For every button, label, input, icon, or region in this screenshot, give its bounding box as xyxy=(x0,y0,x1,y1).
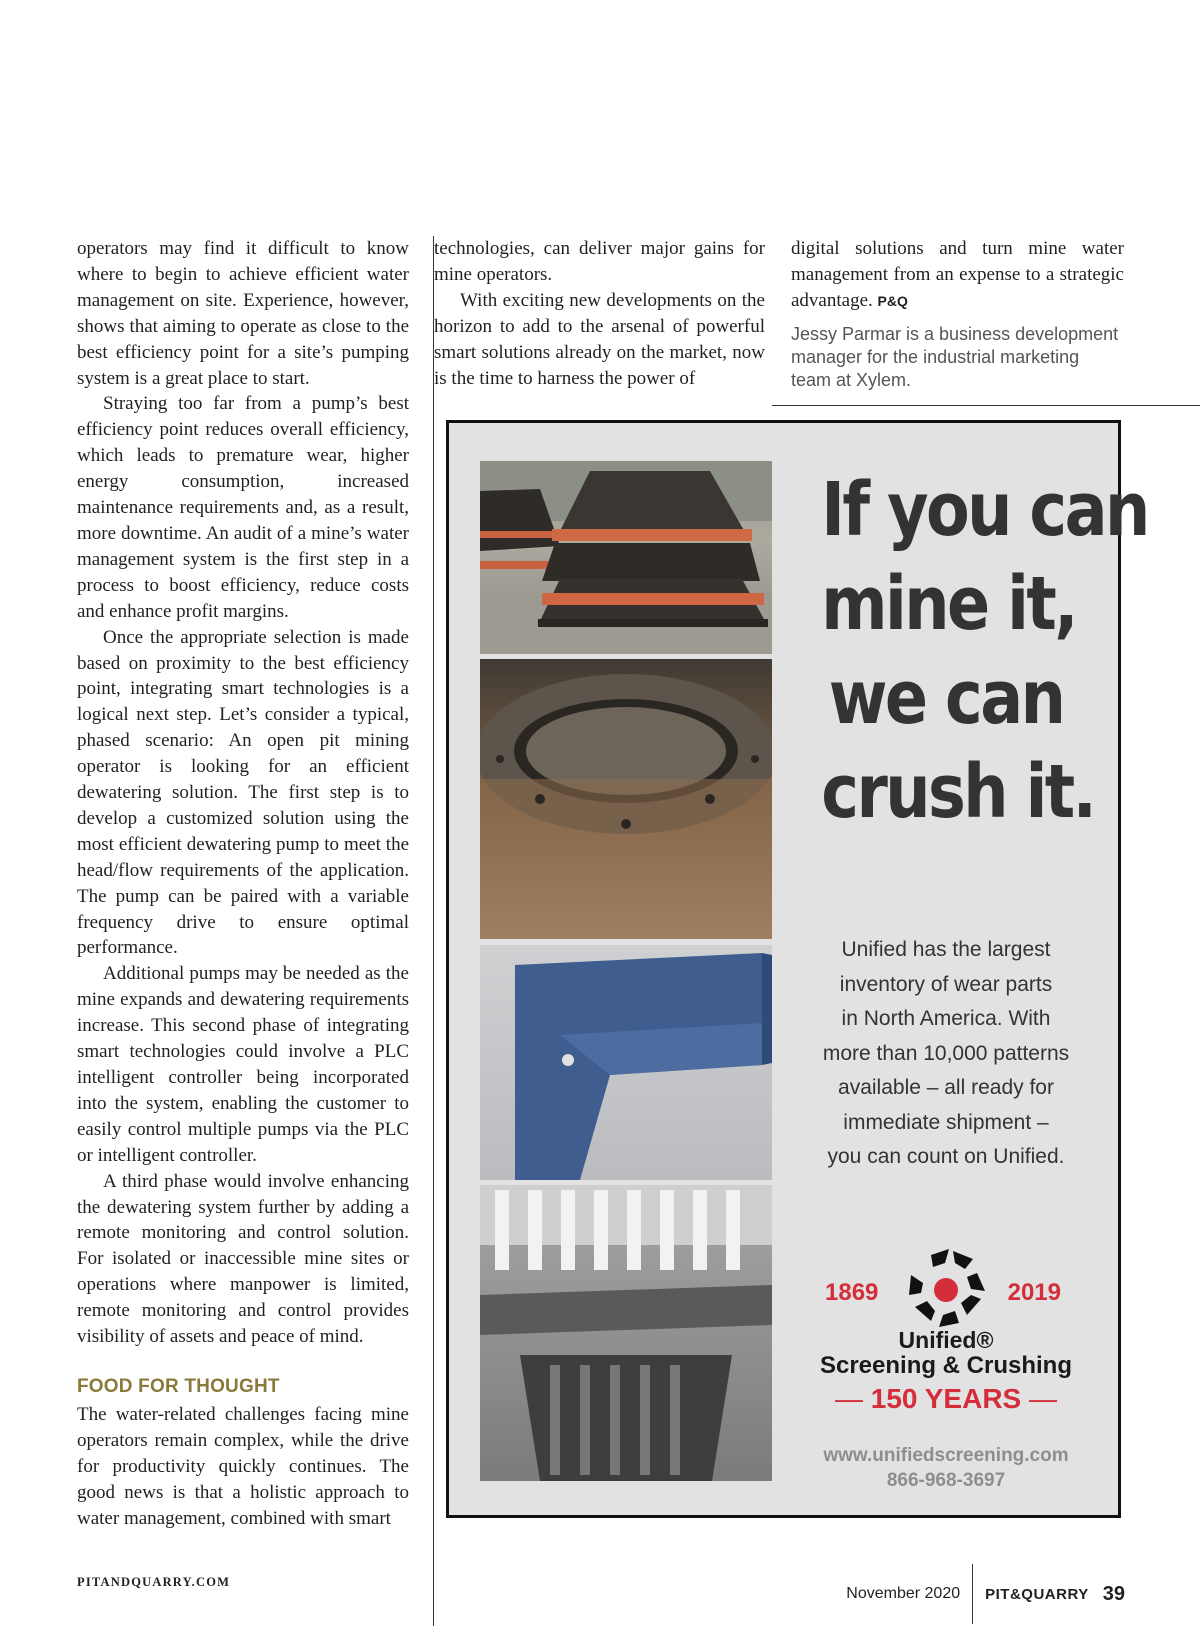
anniversary-year: 2019 xyxy=(1007,1279,1061,1306)
paragraph: A third phase would involve enhancing the dewatering system further by adding a remote monitoring and control solution. For isolated or inaccessible mine sites or operations where manpower is limited, remote monitoring and control provides visibility of assets and peace of mind. xyxy=(77,1170,409,1348)
anniversary-text: 150 YEARS xyxy=(870,1383,1022,1414)
headline-line: If you can xyxy=(821,467,1148,553)
brand-line: Unified® xyxy=(898,1327,994,1353)
footer-website: PITANDQUARRY.COM xyxy=(77,1575,231,1589)
paragraph xyxy=(791,236,1124,315)
brand-line: Screening & Crushing xyxy=(819,1352,1073,1379)
ad-body-line: in North America. With xyxy=(841,1007,1051,1030)
unified-emblem-icon xyxy=(901,1245,991,1335)
ad-body-line: more than 10,000 patterns xyxy=(822,1041,1070,1065)
phone-number: 866-968-3697 xyxy=(886,1470,1006,1491)
paragraph: With exciting new developments on the horizon to add to the arsenal of powerful smart solutions already on the market, now is the time to harness the power of xyxy=(434,289,765,389)
paragraph: Additional pumps may be needed as the mine expands and dewatering requirements increase. This second phase of integrating smart technologies could involve a PLC intelligent controller being incorporated into the system, enabling the customer to easily control multiple pumps via the PLC or intelligent controller. xyxy=(77,963,409,1166)
founding-year: 1869 xyxy=(825,1279,879,1306)
paragraph: technologies, can deliver major gains for mine operators. xyxy=(434,238,765,285)
contact-info xyxy=(801,1443,1091,1493)
ad-body-line: you can count on Unified. xyxy=(827,1145,1065,1168)
ad-top-rule xyxy=(772,405,1200,406)
ad-body-line: available – all ready for xyxy=(838,1076,1054,1099)
headline-line: mine it, xyxy=(821,561,1076,647)
page-number: 39 xyxy=(1102,1582,1125,1605)
section-subhead: FOOD FOR THOUGHT xyxy=(77,1375,280,1397)
ad-body-line: immediate shipment – xyxy=(843,1110,1049,1134)
website-link[interactable]: www.unifiedscreening.com xyxy=(823,1445,1069,1466)
paragraph: operators may find it difficult to know where to begin to achieve efficient water management on site. Experience, however, shows that aiming to operate as close to the best efficiency point for a site’s pumping system is a great place to start. xyxy=(77,238,409,389)
article-column-1 xyxy=(77,236,409,1531)
blow-bar-photo xyxy=(480,945,772,1180)
headline-line: we can xyxy=(828,655,1064,741)
ad-headline xyxy=(821,463,1148,839)
closing-text: digital solutions and turn mine water management from an expense to a strategic advantage. xyxy=(791,238,1124,311)
bowl-liner-photo xyxy=(480,659,772,939)
brand-name xyxy=(801,1328,1091,1418)
ad-body-line: Unified has the largest xyxy=(841,938,1051,961)
advertisement[interactable] xyxy=(446,420,1148,1518)
author-bio: Jessy Parmar is a business development manager for the industrial marketing team at Xylem. xyxy=(791,323,1119,390)
article-column-2 xyxy=(434,236,765,391)
ad-body-copy xyxy=(801,933,1091,1175)
end-mark: P&Q xyxy=(877,292,908,309)
issue-date: November 2020 xyxy=(846,1585,961,1602)
ad-body-line: inventory of wear parts xyxy=(839,972,1053,996)
paragraph: Straying too far from a pump’s best efficiency point reduces overall efficiency, which leads to premature wear, higher energy consumption, increased maintenance requirements and, as a result, more downtime. An audit of a mine’s water management system is the first step in a process to boost efficiency, reduce costs and enhance profit margins. xyxy=(77,393,409,622)
paragraph: Once the appropriate selection is made based on proximity to the best efficiency point, integrating smart technologies is a logical next step. Let’s consider a typical, phased scenario: An open pit mining operator is looking for an efficient dewatering solution. The first step is to develop a customized solution using the most efficient dewatering pump to meet the head/flow requirements of the application. The pump can be paired with a variable frequency drive to ensure optimal performance. xyxy=(77,626,409,959)
article-column-3 xyxy=(791,236,1124,392)
column-divider xyxy=(433,236,434,1626)
magazine-name: PIT&QUARRY xyxy=(985,1585,1089,1603)
headline-line: crush it. xyxy=(821,749,1095,835)
footer-divider xyxy=(972,1564,973,1624)
grizzly-screen-photo xyxy=(480,1185,772,1481)
cone-liners-photo xyxy=(480,461,772,654)
anniversary-badge: — 150 YEARS — xyxy=(834,1383,1058,1414)
paragraph: The water-related challenges facing mine operators remain complex, while the drive for productivity quickly continues. The good news is that a holistic approach to water management, combined with smart xyxy=(77,1403,409,1529)
footer-folio xyxy=(846,1564,1125,1624)
